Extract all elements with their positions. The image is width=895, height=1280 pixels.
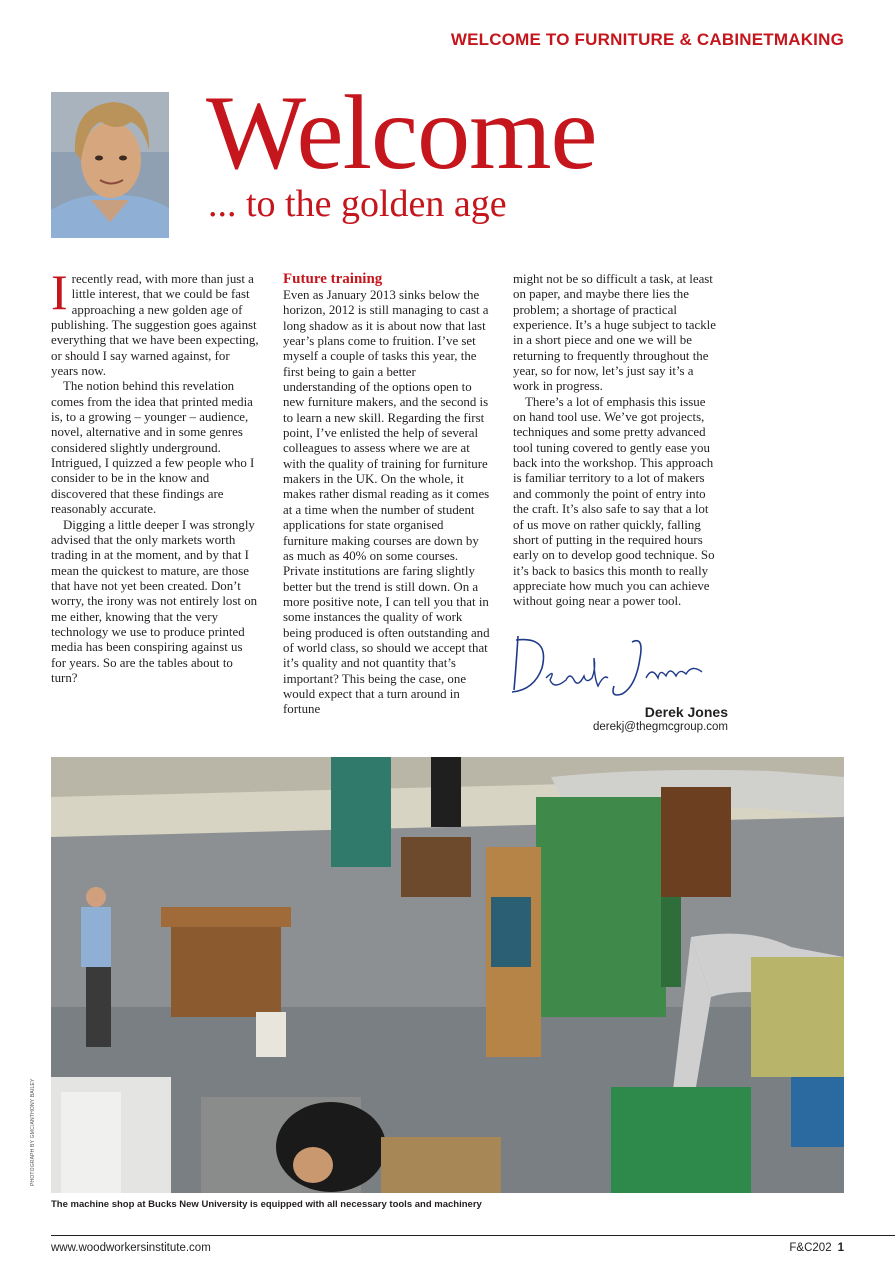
section-header: WELCOME TO FURNITURE & CABINETMAKING: [450, 30, 844, 49]
issue-number: F&C202: [789, 1242, 832, 1254]
page-subtitle: ... to the golden age: [208, 183, 507, 225]
photo-caption: The machine shop at Bucks New University is equipped with all necessary tools and machinery: [51, 1199, 482, 1210]
article-column-3: [513, 272, 721, 610]
signature-graphic: [510, 628, 710, 703]
paragraph: The notion behind this revelation comes from the idea that printed media is, to a growing – younger – audience, novel, alternative and in some genres considered slightly underground. Intrigued, I quizzed a few people who I consider to be in the know and discovered that these findings are reasonably accurate.: [51, 379, 255, 517]
author-email[interactable]: derekj@thegmcgroup.com: [592, 721, 728, 733]
paragraph: Irecently read, with more than just a little interest, that we could be fast approaching a new golden age of publishing. The suggestion goes against everything that we have been expecting, or should I say warned against, for years now.: [51, 264, 259, 379]
paragraph: Even as January 2013 sinks below the horizon, 2012 is still managing to cast a long shadow as it is about now that last year’s plans come to fruition. I’ve set myself a couple of tasks this year, the first being to gain a better understanding of the options open to new furniture makers, and the second is to learn a new skill. Regarding the first point, I’ve enlisted the help of several colleagues to assess where we are at with the quality of training for furniture makers in the UK. On the whole, it makes rather dismal reading as it comes at a time when the number of student applications for state organised furniture making courses are down by as much as 40% on some courses. Private institutions are faring slightly better but the trend is still down. On a more positive note, I can tell you that in some instances the quality of work being produced is often outstanding and of world class, so should we accept that it’s quality and not quantity that’s important? This being the case, one would expect that a turn around in fortune: [283, 288, 490, 717]
article-column-1: [51, 264, 259, 686]
section-heading: Future training: [283, 271, 383, 287]
paragraph: Digging a little deeper I was strongly advised that the only markets worth trading in at the moment, and by that I mean the quickest to mature, are those that have not yet been created. Don’t worry, the irony was not entirely lost on me either, knowing that the very technology we use to produce printed media has been conspiring against us for years. So are the tables about to turn?: [51, 517, 258, 685]
machine-shop-photo: [51, 757, 844, 1193]
footer-page-info: [789, 1242, 844, 1254]
drop-cap: I: [51, 264, 68, 320]
footer-divider: [51, 1235, 895, 1236]
page-number: 1: [837, 1242, 844, 1254]
photo-credit: PHOTOGRAPH BY GMC/ANTHONY BAILEY: [30, 1078, 36, 1186]
author-portrait: [51, 92, 169, 238]
page-title: Welcome: [206, 74, 597, 191]
article-column-2: [283, 272, 491, 718]
footer-website[interactable]: www.woodworkersinstitute.com: [51, 1242, 211, 1254]
author-name: Derek Jones: [644, 704, 728, 720]
paragraph: There’s a lot of emphasis this issue on hand tool use. We’ve got projects, techniques and some pretty advanced tool tuning covered to gently ease you back into the workshop. This approach is familiar territory to a lot of makers and commonly the point of entry into the craft. It’s also safe to say that a lot of us move on rather quickly, falling short of putting in the required hours early on to develop good technique. So it’s back to basics this month to really appreciate how much you can achieve without going near a power tool.: [513, 394, 715, 609]
paragraph: might not be so difficult a task, at least on paper, and maybe there lies the problem; a shortage of practical experience. It’s a huge subject to tackle in a short piece and one we will be returning to frequently throughout the year, so for now, let’s just say it’s a work in progress.: [513, 272, 716, 394]
